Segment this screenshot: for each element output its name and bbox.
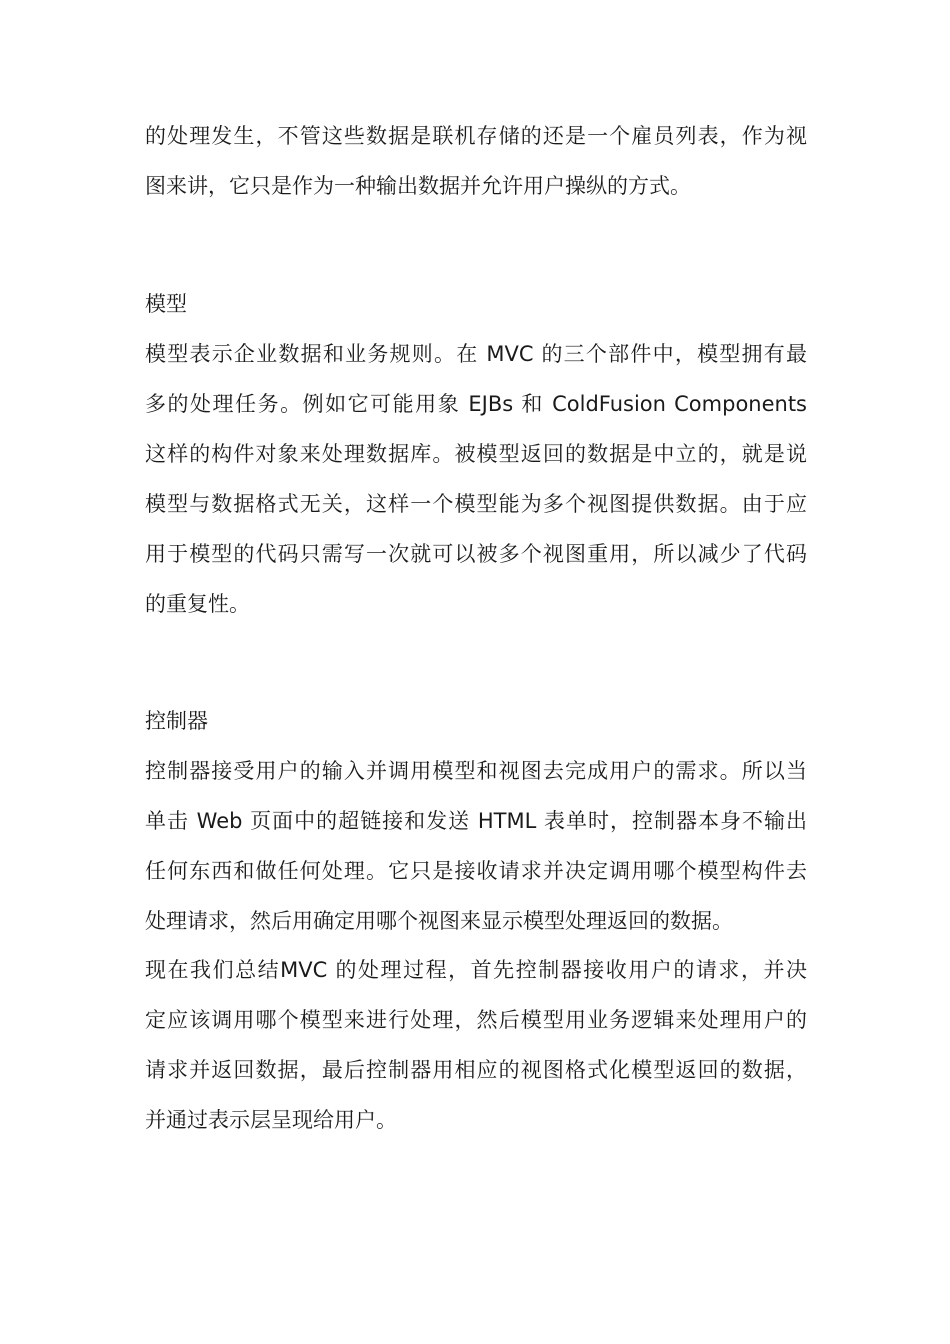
model-heading: 模型 xyxy=(145,292,187,316)
controller-heading: 控制器 xyxy=(145,709,208,733)
view-paragraph-line: 的处理发生，不管这些数据是联机存储的还是一个雇员列表，作为视 xyxy=(145,124,807,148)
view-paragraph-line: 图来讲，它只是作为一种输出数据并允许用户操纵的方式。 xyxy=(145,174,691,198)
summary-paragraph-line: 现在我们总结MVC 的处理过程，首先控制器接收用户的请求，并决 xyxy=(145,958,807,982)
model-paragraph-line: 用于模型的代码只需写一次就可以被多个视图重用，所以减少了代码 xyxy=(145,542,807,566)
model-paragraph-line: 多的处理任务。例如它可能用象 EJBs 和 ColdFusion Components xyxy=(145,392,807,416)
controller-paragraph-line: 单击 Web 页面中的超链接和发送 HTML 表单时，控制器本身不输出 xyxy=(145,809,807,833)
summary-paragraph-line: 定应该调用哪个模型来进行处理，然后模型用业务逻辑来处理用户的 xyxy=(145,1008,807,1032)
summary-paragraph-line: 并通过表示层呈现给用户。 xyxy=(145,1108,397,1132)
controller-paragraph-line: 任何东西和做任何处理。它只是接收请求并决定调用哪个模型构件去 xyxy=(145,859,807,883)
model-paragraph-line: 模型表示企业数据和业务规则。在 MVC 的三个部件中，模型拥有最 xyxy=(145,342,807,366)
summary-paragraph-line: 请求并返回数据，最后控制器用相应的视图格式化模型返回的数据， xyxy=(145,1058,807,1082)
controller-paragraph-line: 控制器接受用户的输入并调用模型和视图去完成用户的需求。所以当 xyxy=(145,759,807,783)
model-paragraph-line: 的重复性。 xyxy=(145,592,250,616)
model-paragraph-line: 这样的构件对象来处理数据库。被模型返回的数据是中立的，就是说 xyxy=(145,442,807,466)
model-paragraph-line: 模型与数据格式无关，这样一个模型能为多个视图提供数据。由于应 xyxy=(145,492,807,516)
controller-paragraph-line: 处理请求，然后用确定用哪个视图来显示模型处理返回的数据。 xyxy=(145,909,733,933)
